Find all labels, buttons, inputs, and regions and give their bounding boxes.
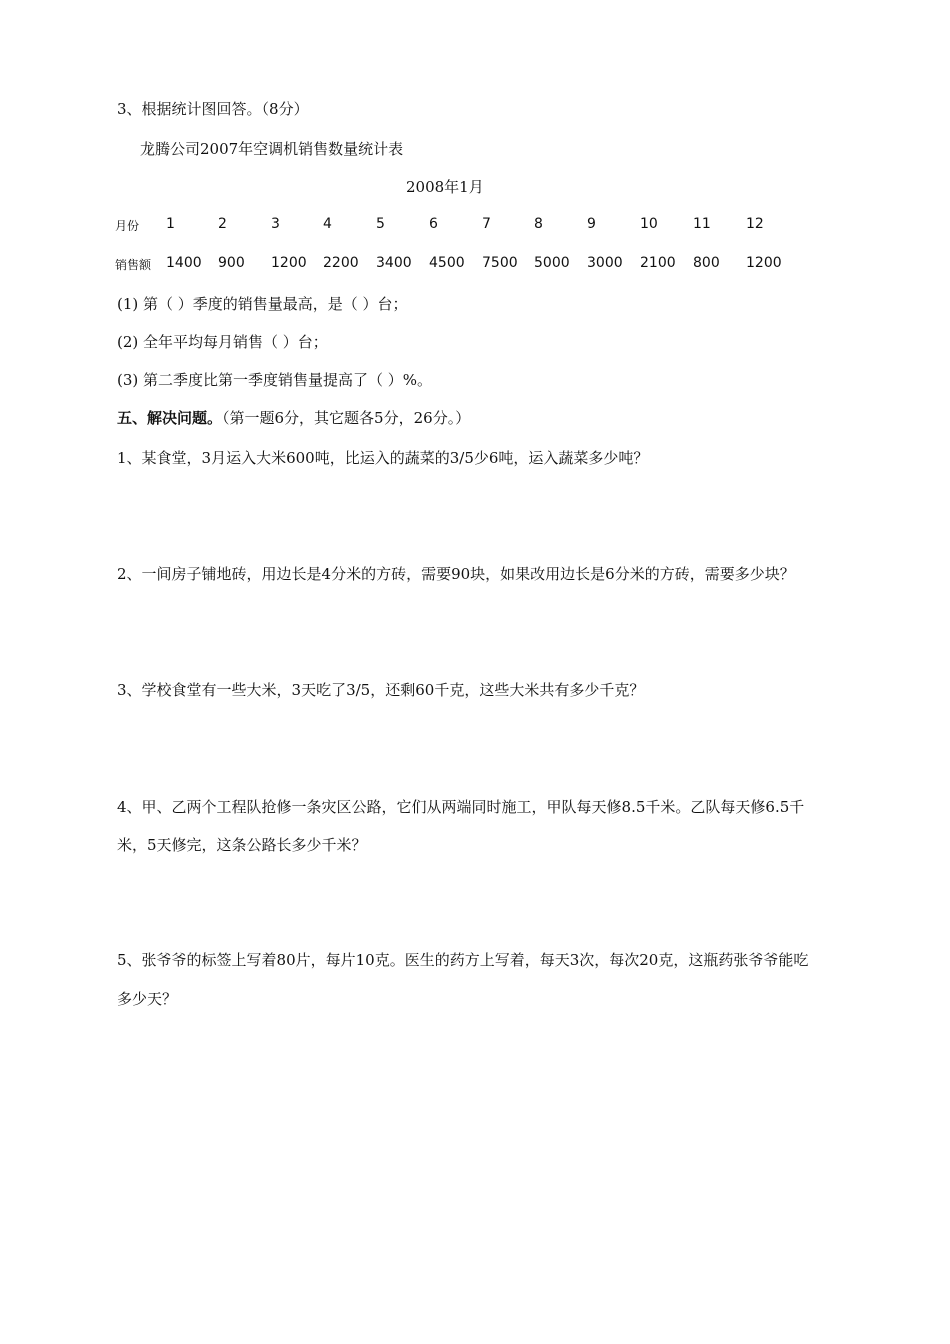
sales-cell: 3000	[587, 255, 623, 271]
problem-2: 2、一间房子铺地砖，用边长是4分米的方砖，需要90块，如果改用边长是6分米的方砖，需要多少块？	[117, 565, 795, 583]
sub-question-3: (3) 第二季度比第一季度销售量提高了（ ）%。	[117, 371, 433, 389]
month-cell: 11	[693, 216, 711, 232]
month-cell: 2	[218, 216, 227, 232]
month-cell: 6	[429, 216, 438, 232]
section-5-title: 五、解决问题。	[117, 409, 223, 427]
problem-5-line-2: 多少天？	[117, 990, 178, 1008]
month-cell: 9	[587, 216, 596, 232]
month-cell: 10	[640, 216, 658, 232]
sales-cell: 5000	[534, 255, 570, 271]
sales-cell: 800	[693, 255, 720, 271]
sales-cell: 1200	[271, 255, 307, 271]
stats-question-heading: 3、根据统计图回答。（8分）	[117, 100, 309, 118]
sub-question-1: (1) 第（ ）季度的销售量最高，是（ ）台；	[117, 295, 408, 313]
sub-question-2: (2) 全年平均每月销售（ ）台；	[117, 333, 328, 351]
problem-4-line-1: 4、甲、乙两个工程队抢修一条灾区公路，它们从两端同时施工，甲队每天修8.5千米。乙队每天修6.5千	[117, 798, 805, 816]
sales-cell: 2100	[640, 255, 676, 271]
section-5-note: （第一题6分，其它题各5分，26分。）	[222, 409, 471, 427]
problem-3: 3、学校食堂有一些大米，3天吃了3/5，还剩60千克，这些大米共有多少千克？	[117, 681, 645, 699]
sales-cell: 2200	[323, 255, 359, 271]
table-title: 龙腾公司2007年空调机销售数量统计表	[140, 140, 404, 158]
sales-cell: 900	[218, 255, 245, 271]
month-cell: 8	[534, 216, 543, 232]
problem-1: 1、某食堂，3月运入大米600吨，比运入的蔬菜的3/5少6吨，运入蔬菜多少吨？	[117, 449, 649, 467]
sales-cell: 7500	[482, 255, 518, 271]
section-5-header	[117, 407, 470, 428]
sales-row-label: 销售额	[115, 258, 152, 272]
sales-cell: 4500	[429, 255, 465, 271]
month-cell: 7	[482, 216, 491, 232]
month-cell: 5	[376, 216, 385, 232]
month-row-label: 月份	[115, 219, 140, 233]
month-cell: 4	[323, 216, 332, 232]
table-date: 2008年1月	[406, 178, 484, 196]
problem-4-line-2: 米，5天修完，这条公路长多少千米？	[117, 836, 367, 854]
month-cell: 1	[166, 216, 175, 232]
month-cell: 3	[271, 216, 280, 232]
problem-5-line-1: 5、张爷爷的标签上写着80片，每片10克。医生的药方上写着，每天3次，每次20克，这瓶药张爷爷能吃	[117, 951, 809, 969]
sales-cell: 3400	[376, 255, 412, 271]
sales-cell: 1200	[746, 255, 782, 271]
month-cell: 12	[746, 216, 764, 232]
sales-cell: 1400	[166, 255, 202, 271]
